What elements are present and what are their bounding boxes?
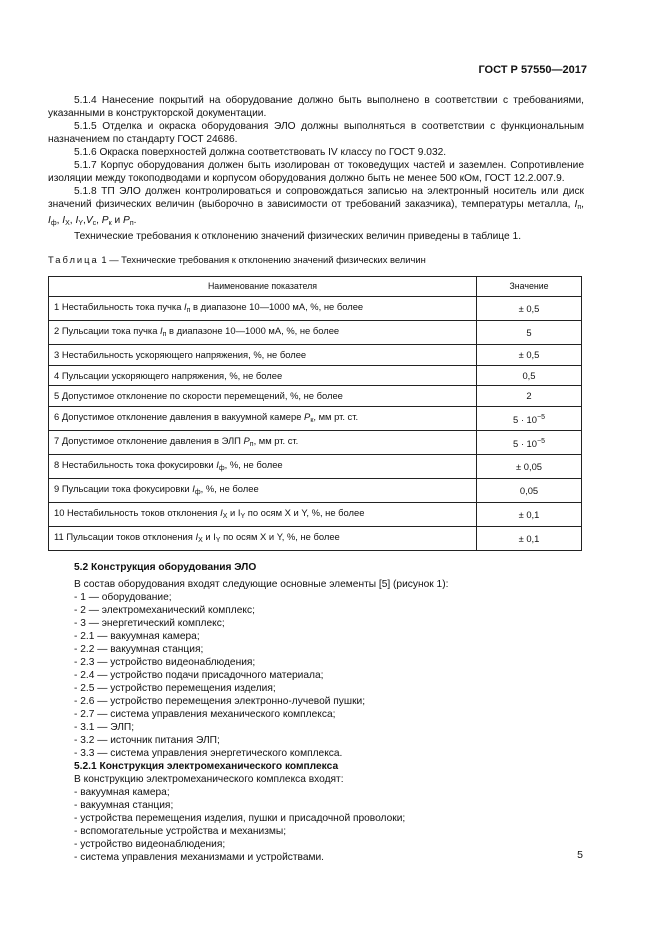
list-item: - 3.3 — система управления энергетического комплекса. bbox=[74, 747, 343, 759]
table-row bbox=[49, 406, 582, 430]
table-row bbox=[49, 321, 582, 345]
table-cell-name: 4 Пульсации ускоряющего напряжения, %, не более bbox=[49, 365, 477, 386]
table-cell-name: 2 Пульсации тока пучка $I_п$ в диапазоне 10—1000 мА, %, не более bbox=[49, 321, 477, 345]
paragraph-5-1-4: 5.1.4 Нанесение покрытий на оборудование должно быть выполнено в соответствии с требованиями, указанными в конструкторской документации. bbox=[48, 95, 584, 119]
section-5-2-intro: В состав оборудования входят следующие основные элементы [5] (рисунок 1): bbox=[74, 578, 449, 590]
table-cell-name: 9 Пульсации тока фокусировки $I_ф$, %, не более bbox=[49, 478, 477, 502]
table-cell-name: 8 Нестабильность тока фокусировки $I_ф$, %, не более bbox=[49, 454, 477, 478]
table-cell-name: 3 Нестабильность ускоряющего напряжения, %, не более bbox=[49, 345, 477, 366]
paragraph-5-1-8: 5.1.8 ТП ЭЛО должен контролироваться и сопровождаться записью на электронный носитель или диск значений физических величин (выборочно в зависимости от требований заказчика), температуры металла, $I_п$, $I_ф$, $I_X$, $I_Y,V_с$, $P_к$ и $P_п$. bbox=[48, 186, 584, 227]
paragraph-table-reference: Технические требования к отклонению значений физических величин приведены в таблице 1. bbox=[74, 231, 522, 242]
list-item: - вакуумная станция; bbox=[74, 799, 174, 811]
table-cell-name: 6 Допустимое отклонение давления в вакуумной камере $P_к$, мм рт. ст. bbox=[49, 406, 477, 430]
table-row bbox=[49, 502, 582, 526]
table-row bbox=[49, 526, 582, 550]
section-5-2-1-body bbox=[48, 773, 584, 864]
table-row bbox=[49, 478, 582, 502]
table-row bbox=[49, 454, 582, 478]
table-cell-value: ± 0,05 bbox=[477, 454, 582, 478]
section-5-2-1-intro: В конструкцию электромеханического комплекса входят: bbox=[74, 773, 344, 785]
list-item: - 2.6 — устройство перемещения электронно-лучевой пушки; bbox=[74, 695, 366, 707]
table-cell-name: 10 Нестабильность токов отклонения $I_X$ и $I_Y$ по осям X и Y, %, не более bbox=[49, 502, 477, 526]
table-cell-value: 5 bbox=[477, 321, 582, 345]
column-header-value: Значение bbox=[477, 277, 582, 297]
paragraph-5-1-8-text: 5.1.8 ТП ЭЛО должен контролироваться и сопровождаться записью на электронный носитель или диск значений физических величин (выборочно в зависимости от требований заказчика), температуры металла, bbox=[48, 186, 584, 210]
section-5-2-title: 5.2 Конструкция оборудования ЭЛО bbox=[74, 561, 257, 573]
table-cell-name: 7 Допустимое отклонение давления в ЭЛП $P_п$, мм рт. ст. bbox=[49, 430, 477, 454]
table-caption bbox=[48, 253, 584, 266]
table-cell-value: ± 0,5 bbox=[477, 345, 582, 366]
section-5-2-1-title: 5.2.1 Конструкция электромеханического комплекса bbox=[74, 760, 339, 772]
list-item: - 3.1 — ЭЛП; bbox=[74, 721, 135, 733]
section-5-2-1-list bbox=[74, 786, 584, 864]
table-body bbox=[49, 297, 582, 551]
table-row bbox=[49, 365, 582, 386]
section-5-2-body bbox=[48, 578, 584, 760]
table-cell-value: 2 bbox=[477, 386, 582, 407]
list-item: - 3 — энергетический комплекс; bbox=[74, 617, 225, 629]
paragraph-5-1-7: 5.1.7 Корпус оборудования должен быть изолирован от токоведущих частей и заземлен. Сопротивление изоляции между токоподводами и корпусом оборудования должно быть не менее 500 кОм, ГОСТ 12.2.007.9. bbox=[48, 160, 584, 184]
page-body bbox=[48, 94, 584, 864]
page-number: 5 bbox=[577, 849, 583, 861]
list-item: - вспомогательные устройства и механизмы; bbox=[74, 825, 287, 837]
list-item: - 2.7 — система управления механического комплекса; bbox=[74, 708, 336, 720]
table-row bbox=[49, 345, 582, 366]
table-row bbox=[49, 297, 582, 321]
requirements-table bbox=[48, 276, 582, 551]
table-cell-value: $5 \cdot 10^{-5}$ bbox=[477, 406, 582, 430]
table-cell-value: ± 0,1 bbox=[477, 526, 582, 550]
paragraph-5-1-6: 5.1.6 Окраска поверхностей должна соответствовать IV классу по ГОСТ 9.032. bbox=[74, 147, 447, 158]
document-code: ГОСТ Р 57550—2017 bbox=[478, 64, 587, 76]
table-cell-value: ± 0,5 bbox=[477, 297, 582, 321]
table-cell-name: 11 Пульсации токов отклонения $I_X$ и $I_Y$ по осям X и Y, %, не более bbox=[49, 526, 477, 550]
list-item: - 1 — оборудование; bbox=[74, 591, 172, 603]
list-item: - 2.5 — устройство перемещения изделия; bbox=[74, 682, 276, 694]
table-cell-value: 0,5 bbox=[477, 365, 582, 386]
table-caption-label: Таблица bbox=[48, 254, 99, 265]
list-item: - вакуумная камера; bbox=[74, 786, 170, 798]
table-row bbox=[49, 430, 582, 454]
list-item: - система управления механизмами и устройствами. bbox=[74, 851, 325, 863]
list-item: - устройства перемещения изделия, пушки и присадочной проволоки; bbox=[74, 812, 406, 824]
table-row bbox=[49, 386, 582, 407]
table-caption-text: 1 — Технические требования к отклонению значений физических величин bbox=[101, 254, 426, 265]
paragraph-5-1-5: 5.1.5 Отделка и окраска оборудования ЭЛО должны выполняться в соответствии с функциональным назначением по стандарту ГОСТ 24686. bbox=[48, 121, 584, 145]
column-header-name: Наименование показателя bbox=[49, 277, 477, 297]
list-item: - устройство видеонаблюдения; bbox=[74, 838, 226, 850]
list-item: - 2.3 — устройство видеонаблюдения; bbox=[74, 656, 256, 668]
table-cell-name: 5 Допустимое отклонение по скорости перемещений, %, не более bbox=[49, 386, 477, 407]
table-cell-value: ± 0,1 bbox=[477, 502, 582, 526]
table-cell-value: $5 \cdot 10^{-5}$ bbox=[477, 430, 582, 454]
section-5-2-list bbox=[74, 591, 584, 760]
list-item: - 2.2 — вакуумная станция; bbox=[74, 643, 204, 655]
table-cell-name: 1 Нестабильность тока пучка $I_п$ в диапазоне 10—1000 мА, %, не более bbox=[49, 297, 477, 321]
list-item: - 2.1 — вакуумная камера; bbox=[74, 630, 200, 642]
list-item: - 3.2 — источник питания ЭЛП; bbox=[74, 734, 220, 746]
table-cell-value: 0,05 bbox=[477, 478, 582, 502]
list-item: - 2 — электромеханический комплекс; bbox=[74, 604, 255, 616]
table-header-row bbox=[49, 277, 582, 297]
list-item: - 2.4 — устройство подачи присадочного материала; bbox=[74, 669, 324, 681]
